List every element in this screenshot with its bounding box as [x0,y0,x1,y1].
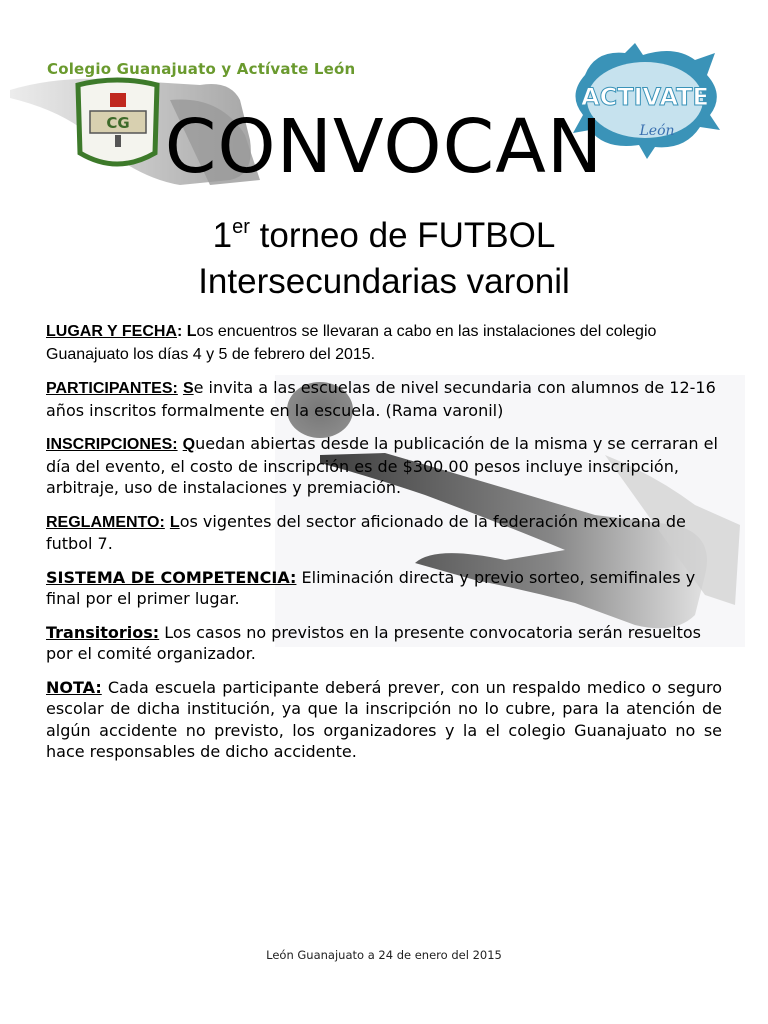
section-lugar-fecha: LUGAR Y FECHA: Los encuentros se llevaran a cabo en las instalaciones del colegio Guanajuato los días 4 y 5 de febrero del 2015. [46,323,657,363]
svg-text:León: León [639,123,675,139]
section-nota: NOTA: Cada escuela participante deberá prever, con un respaldo medico o seguro escolar de dicha institución, ya que la inscripción no lo cubre, para la atención de algún accidente no previsto, los organizadores y la el colegio Guanajuato no se hace responsables de dicho accidente. [46,677,722,761]
headline: CONVOCAN [164,104,604,190]
section-sistema-competencia: SISTEMA DE COMPETENCIA: Eliminación directa y previo sorteo, semifinales y final por el primer lugar. [46,567,696,608]
svg-text:ACTIVATE: ACTIVATE [581,83,709,111]
svg-text:CG: CG [106,114,130,132]
place-date: León Guanajuato a 24 de enero del 2015 [266,948,502,962]
section-inscripciones: INSCRIPCIONES: Quedan abiertas desde la publicación de la misma y se cerraran el día del evento, el costo de inscripción es de $300.00 pesos incluye inscripción, arbitraje, uso de instalaciones y premiación. [46,434,718,497]
section-reglamento: REGLAMENTO: Los vigentes del sector aficionado de la federación mexicana de futbol 7. [46,511,686,553]
section-participantes: PARTICIPANTES: Se invita a las escuelas de nivel secundaria con alumnos de 12-16 años inscritos formalmente en la escuela. (Rama varonil) [46,378,716,420]
title-line-2: Intersecundarias varonil [198,262,570,301]
section-transitorios: Transitorios: Los casos no previstos en la presente convocatoria serán resueltos por el comité organizador. [46,622,701,663]
organizers-line: Colegio Guanajuato y Actívate León [47,60,356,78]
announcement-body [46,320,722,775]
title-line-1: 1er torneo de FUTBOL [212,216,556,255]
event-title [0,213,768,305]
